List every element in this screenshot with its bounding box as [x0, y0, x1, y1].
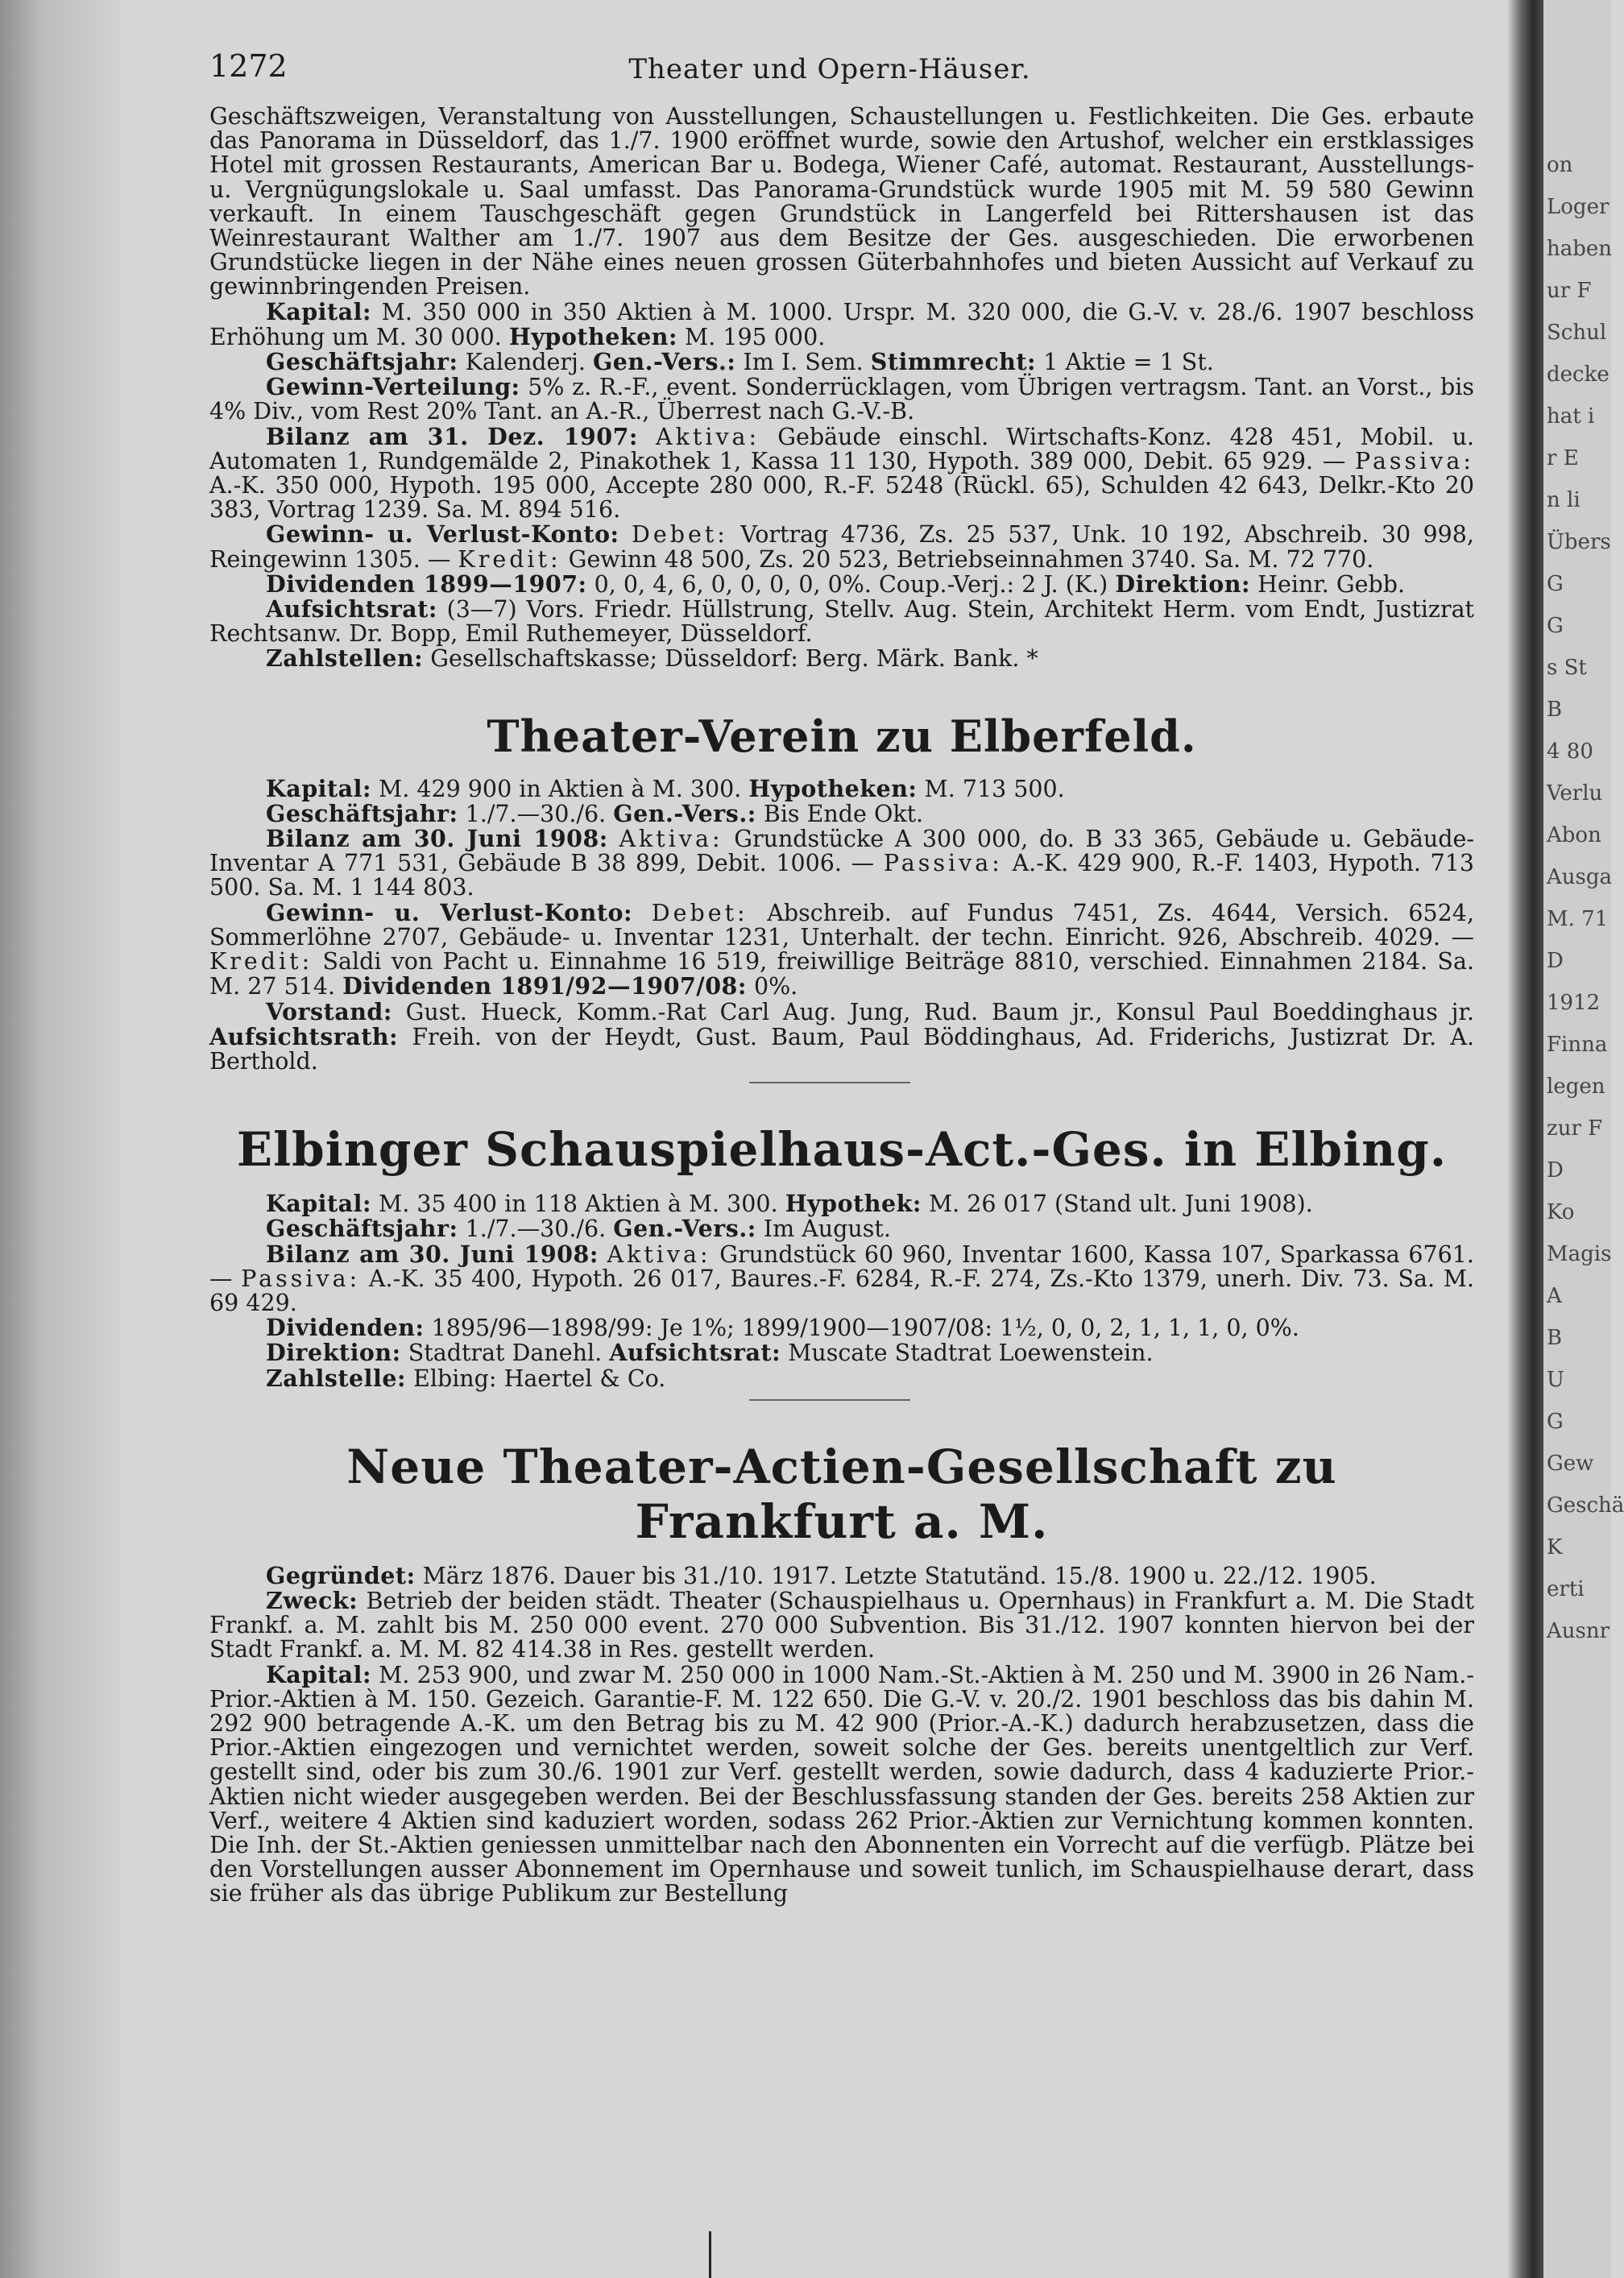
adjacent-page-fragment: Magis: [1547, 1242, 1612, 1266]
section-title: Neue Theater-Actien-Gesellschaft zu Frankfurt a. M.: [346, 1439, 1337, 1549]
intro-guv: [209, 522, 1474, 571]
elbing-direktion: [209, 1340, 1474, 1365]
label: Gewinn-Verteilung:: [266, 373, 520, 401]
label: Gen.-Vers.:: [613, 1215, 756, 1243]
elberfeld-kapital: [209, 774, 1474, 802]
label: Hypothek:: [785, 1190, 922, 1218]
frankfurt-entry: [185, 1439, 1474, 1907]
elbing-zahlstelle: [209, 1366, 1474, 1391]
label: Gewinn- u. Verlust-Konto:: [266, 520, 619, 549]
label: Zweck:: [266, 1586, 358, 1614]
value: Grundstück 60 960, Inventar 1600, Kassa 107, Sparkassa 6761. —: [209, 1240, 1474, 1292]
value: Saldi von Pacht u. Einnahme 16 519, freiwillige Beiträge 8810, verschied. Einnahmen 2184. Sa. M. 27 514.: [209, 948, 1475, 1000]
frankfurt-gegruendet: [209, 1561, 1474, 1589]
elberfeld-guv: [209, 898, 1475, 1000]
value: M. 195 000.: [685, 323, 826, 350]
label: Zahlstellen:: [266, 644, 424, 673]
adjacent-page-fragment: U: [1547, 1368, 1564, 1392]
adjacent-page-fragment: Abon: [1547, 823, 1601, 847]
page-header: [185, 48, 1474, 105]
section-title: Theater-Verein zu Elberfeld.: [487, 710, 1197, 762]
intro-zahlstellen: [209, 646, 1474, 671]
intro-aufsichtsrat: [209, 597, 1474, 646]
intro-kapital: [209, 297, 1475, 350]
label: Dividenden:: [266, 1314, 425, 1342]
aktiva-label: Aktiva:: [607, 1240, 711, 1268]
adjacent-page-fragment: r E: [1547, 446, 1579, 470]
adjacent-page-fragment: zur F: [1547, 1116, 1603, 1141]
intro-bilanz: Bilanz am 31. Dez. 1907: Aktiva: Gebäude einschl. Wirtschafts-Konz. 428 451, Mobil. u. Automaten 1, Rundgemälde 2, Pinakothek 1, Kassa 11 130, Hypoth. 389 000, Debit. 65 929. — Passiva: A.-K. 350 000, Hypoth. 195 000, Accepte 280 000, R.-F. 5248 (Rückl. 65), Schulden 42 643, Delkr.-Kto 20 383, Vortrag 1239. Sa. M. 894 516.: [209, 422, 1475, 524]
value: M. 713 500.: [924, 775, 1065, 802]
value: Im I. Sem.: [743, 349, 864, 376]
label: Aufsichtsrat:: [609, 1339, 781, 1367]
label: Bilanz am 30. Juni 1908:: [266, 825, 608, 853]
label: Kapital:: [266, 1190, 371, 1218]
label: Aufsichtsrat:: [266, 595, 437, 623]
kredit-label: Kredit:: [458, 545, 561, 573]
value: 1895/96—1898/99: Je 1%; 1899/1900—1907/08: 1½, 0, 0, 2, 1, 1, 1, 0, 0%.: [431, 1315, 1299, 1342]
adjacent-page-fragments: [1543, 0, 1624, 2278]
elberfeld-entry: [185, 710, 1474, 1083]
adjacent-page-fragment: decke: [1547, 362, 1610, 387]
label: Geschäftsjahr:: [266, 1215, 458, 1243]
page: [185, 48, 1474, 1907]
adjacent-page-fragment: legen: [1547, 1075, 1605, 1099]
adjacent-page-fragment: B: [1547, 698, 1563, 722]
label: Gen.-Vers.:: [613, 799, 756, 827]
value: M. 26 017 (Stand ult. Juni 1908).: [928, 1191, 1313, 1218]
value: A.-K. 35 400, Hypoth. 26 017, Baures.-F. 6284, R.-F. 274, Zs.-Kto 1379, unerh. Div. 73. Sa. M. 69 429.: [209, 1265, 1475, 1316]
elberfeld-vorstand: [209, 997, 1475, 1075]
label: Gen.-Vers.:: [592, 348, 736, 376]
label: Dividenden 1891/92—1907/08:: [342, 972, 747, 1000]
passiva-label: Passiva:: [241, 1265, 361, 1292]
label: Dividenden 1899—1907:: [266, 570, 587, 598]
value: (3—7) Vors. Friedr. Hüllstrung, Stellv. Aug. Stein, Architekt Herm. vom Endt, Justizrat Rechtsanw. Dr. Bopp, Emil Ruthemeyer, Düsseldorf.: [209, 596, 1475, 648]
intro-text: Geschäftszweigen, Veranstaltung von Ausstellungen, Schaustellungen u. Festlichkeiten. Die Ges. erbaute das Panorama in Düsseldorf, das 1./7. 1900 eröffnet wurde, sowie den Artushof, welcher ein erstklassiges Hotel mit grossen Restaurants, American Bar u. Bodega, Wiener Café, automat. Restaurant, Ausstellungs- u. Vergnügungslokale u. Saal umfasst. Das Panorama-Grundstück wurde 1905 mit M. 59 580 Gewinn verkauft. In einem Tauschgeschäft gegen Grundstück in Langerfeld bei Rittershausen ist das Weinrestaurant Walther am 1./7. 1907 aus dem Besitze der Ges. ausgeschieden. Die erworbenen Grundstücke liegen in der Nähe eines neuen grossen Güterbahnhofes und bieten Aussicht auf Verkauf zu gewinnbringenden Preisen.: [209, 103, 1474, 300]
label: Zahlstelle:: [266, 1364, 406, 1392]
section-title: Elbinger Schauspielhaus-Act.-Ges. in Elbing.: [236, 1122, 1448, 1178]
adjacent-page-fragment: M. 71: [1547, 907, 1609, 931]
adjacent-page-fragment: Übers: [1547, 530, 1611, 554]
running-head: Theater und Opern-Häuser.: [628, 53, 1031, 85]
book-binding-shadow: [1508, 0, 1543, 2278]
value: Grundstücke A 300 000, do. B 33 365, Gebäude u. Gebäude-Inventar A 771 531, Gebäude B 38 899, Debit. 1006. —: [209, 826, 1475, 877]
aktiva-label: Aktiva:: [619, 826, 723, 853]
label: Direktion:: [1115, 570, 1251, 598]
value: Gewinn 48 500, Zs. 20 523, Betriebseinnahmen 3740. Sa. M. 72 770.: [568, 545, 1374, 573]
frankfurt-kapital: [209, 1660, 1474, 1907]
adjacent-page-fragment: Ko: [1547, 1200, 1575, 1224]
adjacent-page-fragment: D: [1547, 949, 1564, 973]
value: Bis Ende Okt.: [763, 800, 924, 827]
label: Vorstand:: [266, 997, 392, 1025]
value: A.-K. 429 900, R.-F. 1403, Hypoth. 713 500. Sa. M. 1 144 803.: [209, 850, 1475, 901]
adjacent-page-fragment: erti: [1547, 1577, 1585, 1601]
adjacent-page-fragment: haben: [1547, 237, 1613, 261]
value: Gust. Hueck, Komm.-Rat Carl Aug. Jung, Rud. Baum jr., Konsul Paul Boeddinghaus jr.: [405, 998, 1475, 1025]
label: Gegründet:: [266, 1561, 416, 1589]
label: Geschäftsjahr:: [266, 799, 458, 827]
aktiva-label: Aktiva:: [656, 423, 760, 450]
value: Betrieb der beiden städt. Theater (Schauspielhaus u. Opernhaus) in Frankfurt a. M. Die Stadt Frankf. a. M. zahlt bis M. 250 000 event. 270 000 Subvention. Bis 31./12. 1907 konnten hiervon bei der Stadt Frankf. a. M. M. 82 414.38 in Res. gestellt werden.: [209, 1587, 1474, 1663]
scan-left-margin: [0, 0, 121, 2278]
label: Bilanz am 30. Juni 1908:: [266, 1240, 599, 1268]
adjacent-page-fragment: Verlu: [1547, 781, 1603, 806]
adjacent-page-fragment: on: [1547, 153, 1573, 177]
adjacent-page-fragment: Geschä: [1547, 1493, 1624, 1518]
value: März 1876. Dauer bis 31./10. 1917. Letzte Statutänd. 15./8. 1900 u. 22./12. 1905.: [422, 1562, 1377, 1589]
adjacent-page-fragment: G: [1547, 1410, 1564, 1434]
value: Elbing: Haertel & Co.: [413, 1365, 666, 1392]
adjacent-page-fragment: Schul: [1547, 321, 1607, 345]
value: Muscate Stadtrat Loewenstein.: [788, 1340, 1154, 1367]
label: Bilanz am 31. Dez. 1907:: [266, 422, 638, 450]
value: 1./7.—30./6.: [465, 800, 607, 827]
value: M. 350 000 in 350 Aktien à M. 1000. Urspr. M. 320 000, die G.-V. v. 28./6. 1907 beschloss Erhöhung um M. 30 000.: [209, 298, 1475, 350]
elberfeld-geschaeftsjahr: [209, 801, 1474, 826]
kredit-label: Kredit:: [209, 948, 313, 975]
value: 0, 0, 4, 6, 0, 0, 0, 0, 0%. Coup.-Verj.: 2 J. (K.): [594, 570, 1108, 598]
value: 0%.: [753, 973, 798, 1000]
adjacent-page-fragment: Gew: [1547, 1452, 1594, 1476]
elbing-entry: [185, 1122, 1474, 1401]
frankfurt-zweck: [209, 1588, 1474, 1663]
passiva-label: Passiva:: [883, 850, 1003, 877]
adjacent-page-fragment: D: [1547, 1158, 1564, 1182]
adjacent-page-fragment: A: [1547, 1284, 1562, 1308]
label: Aufsichtsrath:: [209, 1022, 399, 1050]
adjacent-page-fragment: s St: [1547, 656, 1587, 680]
value: M. 35 400 in 118 Aktien à M. 300.: [379, 1191, 778, 1218]
adjacent-page-fragment: 4 80: [1547, 739, 1593, 764]
elbing-dividenden: [209, 1315, 1474, 1340]
value: Stadtrat Danehl.: [408, 1340, 603, 1367]
value: Kalenderj.: [465, 349, 586, 376]
label: Kapital:: [266, 1660, 371, 1688]
value: Freih. von der Heydt, Gust. Baum, Paul Böddinghaus, Ad. Friderichs, Justizrat Dr. A. Berthold.: [209, 1023, 1475, 1075]
value: 1 Aktie = 1 St.: [1043, 349, 1214, 376]
adjacent-page-fragment: Finna: [1547, 1033, 1608, 1057]
adjacent-page-fragment: Ausga: [1547, 865, 1613, 889]
label: Gewinn- u. Verlust-Konto:: [266, 898, 633, 926]
value: Heinr. Gebb.: [1257, 570, 1406, 598]
value: Vortrag 4736, Zs. 25 537, Unk. 10 192, Abschreib. 30 998, Reingewinn 1305. —: [209, 521, 1474, 573]
adjacent-page-fragment: Loger: [1547, 195, 1610, 219]
adjacent-page-fragment: Ausnr: [1547, 1619, 1610, 1643]
intro-entry: [185, 105, 1474, 672]
label: Stimmrecht:: [870, 348, 1037, 376]
value: Im August.: [763, 1216, 891, 1243]
adjacent-page-fragment: B: [1547, 1326, 1563, 1350]
intro-geschaeftsjahr: [209, 350, 1474, 375]
elberfeld-bilanz: [209, 826, 1474, 901]
section-divider: [749, 1082, 910, 1083]
value: M. 253 900, und zwar M. 250 000 in 1000 Nam.-St.-Aktien à M. 250 und M. 3900 in 26 Nam.-Prior.-Aktien à M. 150. Gezeich. Garantie-F. M. 122 650. Die G.-V. v. 20./2. 1901 beschloss das bis dahin M. 292 900 betragende A.-K. um den Betrag bis zu M. 42 900 (Prior.-A.-K.) dadurch herabzusetzen, dass die Prior.-Aktien eingezogen und vernichtet werden, soweit solche der Ges. bereits unentgeltlich zur Verf. gestellt sind, oder bis zum 30./6. 1901 zur Verf. gestellt werden, sowie dadurch, dass 4 kaduzierte Prior.-Aktien nicht wieder ausgegeben werden. Bei der Beschlussfassung standen der Ges. bereits 258 Aktien zur Verf., weitere 4 Aktien sind kaduziert worden, sodass 262 Prior.-Aktien zur Vernichtung kommen konnten. Die Inh. der St.-Aktien geniessen unmittelbar nach den Abonnenten ein Vorrecht auf die verfügb. Plätze bei den Vorstellungen ausser Abonnement im Opernhause und soweit tunlich, im Schauspielhause derart, dass sie früher als das übrige Publikum zur Bestellung: [209, 1661, 1474, 1907]
value: Gebäude einschl. Wirtschafts-Konz. 428 451, Mobil. u. Automaten 1, Rundgemälde 2, Pinakothek 1, Kassa 11 130, Hypoth. 389 000, Debit. 65 929.: [209, 423, 1475, 474]
debet-label: Debet:: [631, 521, 728, 549]
value: Gesellschaftskasse; Düsseldorf: Berg. Märk. Bank. *: [430, 645, 1038, 673]
page-number: 1272: [209, 48, 288, 84]
adjacent-page-fragment: G: [1547, 614, 1564, 638]
adjacent-page-fragment: hat i: [1547, 404, 1595, 429]
label: Kapital:: [266, 774, 371, 802]
intro-gewinnverteilung: [209, 375, 1474, 424]
scan-mark: [709, 2231, 711, 2278]
debet-label: Debet:: [651, 899, 748, 926]
elbing-bilanz: [209, 1242, 1474, 1316]
value: M. 429 900 in Aktien à M. 300.: [379, 775, 742, 802]
adjacent-page-fragment: 1912: [1547, 991, 1601, 1015]
label: Direktion:: [266, 1339, 401, 1367]
label: Geschäftsjahr:: [266, 348, 458, 376]
value: A.-K. 350 000, Hypoth. 195 000, Accepte 280 000, R.-F. 5248 (Rückl. 65), Schulden 42 643, Delkr.-Kto 20 383, Vortrag 1239. Sa. M. 894 516.: [209, 472, 1474, 524]
adjacent-page-fragment: K: [1547, 1535, 1563, 1559]
elbing-kapital: [209, 1191, 1474, 1216]
elbing-geschaeftsjahr: [209, 1216, 1474, 1241]
adjacent-page-fragment: ur F: [1547, 279, 1592, 303]
label: Hypotheken:: [748, 774, 918, 802]
value: 1./7.—30./6.: [465, 1216, 607, 1243]
section-divider: [749, 1399, 910, 1401]
adjacent-page-fragment: n li: [1547, 488, 1580, 512]
value: Abschreib. auf Fundus 7451, Zs. 4644, Versich. 6524, Sommerlöhne 2707, Gebäude- u. Inventar 1231, Unterhalt. der techn. Einricht. 926, Abschreib. 4029. —: [209, 899, 1474, 951]
passiva-label: Passiva:: [1355, 447, 1474, 474]
value: 5% z. R.-F., event. Sonderrücklagen, vom Übrigen vertragsm. Tant. an Vorst., bis 4% Div., vom Rest 20% Tant. an A.-R., Überrest nach G.-V.-B.: [209, 374, 1474, 425]
label: Kapital:: [266, 297, 371, 325]
label: Hypotheken:: [508, 322, 677, 350]
intro-dividenden: [209, 572, 1474, 597]
adjacent-page-fragment: G: [1547, 572, 1564, 596]
